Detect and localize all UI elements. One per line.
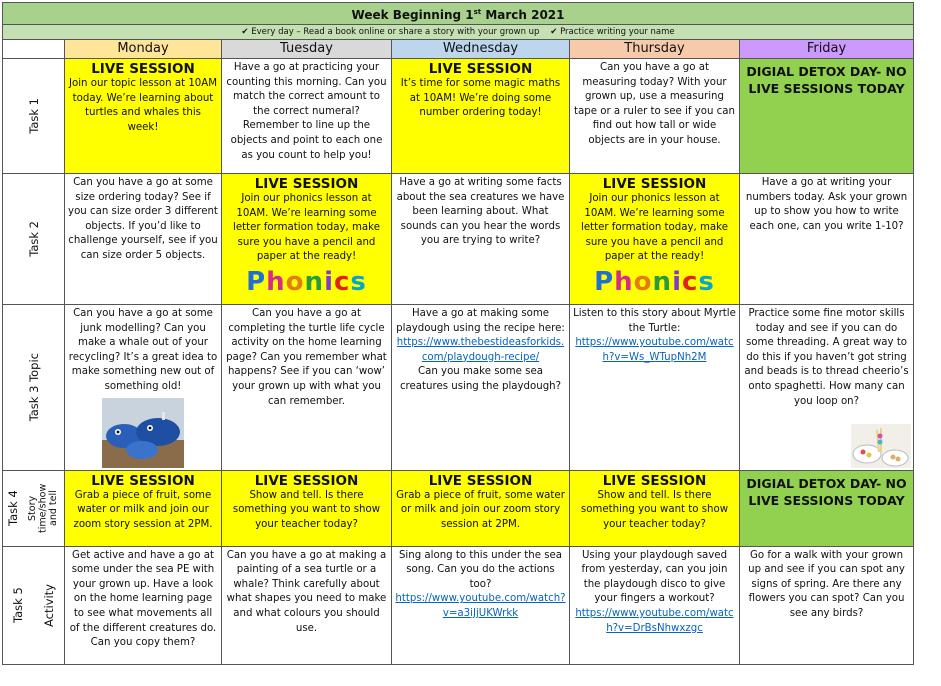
- cell-task5-thursday: [570, 546, 740, 664]
- cell-task2-friday: [740, 174, 914, 305]
- junk-model-whales-image: [102, 398, 184, 468]
- note-everyday: Every day – Read a book online or share a story with your grown up: [251, 26, 540, 37]
- cell-text: Using your playdough saved from yesterday, can you join the playdough disco to give your fingers a workout?: [581, 549, 728, 605]
- cell-task4-tuesday: [222, 470, 392, 546]
- cell-text: Can you have a go at making a painting of a sea turtle or a whale? Think carefully about what shapes you need to make and what colours you should use.: [226, 549, 387, 634]
- cell-task5-tuesday: [222, 546, 392, 664]
- cell-task1-friday: [740, 59, 914, 174]
- cell-task5-monday: [65, 546, 222, 664]
- live-session-label: LIVE SESSION: [91, 61, 195, 77]
- live-session-label: LIVE SESSION: [602, 176, 707, 192]
- cell-task2-thursday: [570, 174, 740, 305]
- row-label-text: Task 3 Topic: [26, 353, 41, 422]
- cell-task2-monday: [65, 174, 222, 305]
- cell-task4-wednesday: [392, 470, 570, 546]
- cell-task2-wednesday: [392, 174, 570, 305]
- row-label-task4: [3, 470, 65, 546]
- week-title-date: March 2021: [481, 7, 565, 22]
- row-label-task1: [3, 59, 65, 174]
- cell-text: Have a go at practicing your counting this morning. Can you match the correct amount to the correct numeral? Remember to line up the objects and point to each one as you count to help you!: [226, 62, 387, 161]
- detox-label: DIGIAL DETOX DAY- NO LIVE SESSIONS TODAY: [746, 475, 907, 508]
- cell-task5-wednesday: [392, 546, 570, 664]
- week-title-sup: st: [473, 7, 482, 16]
- cell-text: Show and tell. Is there something you want to show your teacher today?: [232, 489, 381, 530]
- day-header-wednesday: Wednesday: [392, 40, 570, 59]
- cell-text: Can you have a go at some junk modelling? Can you make a whale out of your recycling? It’s a great idea to make something new out of something old!: [68, 308, 218, 392]
- week-title-text: Week Beginning 1: [351, 7, 474, 22]
- cell-text: Join our phonics lesson at 10AM. We’re learning some letter formation today, make sure you have a pencil and paper at the ready!: [233, 193, 380, 263]
- cell-text: Have a go at writing some facts about the sea creatures we have been learning about. What sounds can you hear the words you are trying to write?: [396, 177, 565, 247]
- row-label-text: Task 4: [6, 490, 21, 526]
- phonics-logo: Phonics: [246, 266, 367, 297]
- cell-text: Can you have a go at measuring today? With your grown up, use a measuring tape or a ruler to see if you can find out how tall or wide objects are in your house.: [574, 62, 735, 146]
- cell-task1-thursday: [570, 59, 740, 174]
- playdough-disco-link[interactable]: https://www.youtube.com/watch?v=DrBsNhwxzgc: [575, 607, 734, 634]
- live-session-label: LIVE SESSION: [428, 472, 533, 489]
- cell-text: Have a go at making some playdough using the recipe here:: [396, 308, 565, 334]
- checkmark-icon: ✔: [550, 26, 558, 37]
- cell-text: Can you have a go at completing the turtle life cycle activity on the home learning page? Can you remember what happens? See if you can ‘wow’ your grown up with what you can remember.: [226, 308, 387, 407]
- live-session-label: LIVE SESSION: [254, 472, 359, 489]
- cell-task3-thursday: [570, 305, 740, 471]
- live-session-label: LIVE SESSION: [428, 61, 533, 77]
- row-label-text: Task 5: [11, 587, 25, 623]
- cell-task5-friday: [740, 546, 914, 664]
- row-label-text: Task 2: [26, 221, 41, 257]
- myrtle-turtle-video-link[interactable]: https://www.youtube.com/watch?v=Ws_WTupNh2M: [575, 337, 734, 363]
- corner-cell: [3, 40, 65, 59]
- phonics-logo: Phonics: [594, 266, 715, 297]
- row-label-task3: [3, 305, 65, 471]
- cell-text: Grab a piece of fruit, some water or milk and join our zoom story session at 2PM.: [396, 489, 565, 530]
- cell-text: Go for a walk with your grown up and see if you can spot any signs of spring. Are there any flowers you can spot? Can you see any birds?: [748, 549, 905, 619]
- row-label-task2: [3, 174, 65, 305]
- live-session-label: LIVE SESSION: [602, 472, 707, 489]
- cell-task3-wednesday: [392, 305, 570, 471]
- cell-task1-wednesday: [392, 59, 570, 174]
- timetable: [2, 2, 913, 665]
- cell-task3-tuesday: [222, 305, 392, 471]
- day-header-thursday: Thursday: [570, 40, 740, 59]
- day-header-tuesday: Tuesday: [222, 40, 392, 59]
- cell-task4-monday: [65, 470, 222, 546]
- daily-notes: [3, 25, 914, 40]
- cell-text: Join our phonics lesson at 10AM. We’re learning some letter formation today, make sure you have a pencil and paper at the ready!: [581, 193, 728, 263]
- under-the-sea-song-link[interactable]: https://www.youtube.com/watch?v=a3iJjUKWrkk: [395, 593, 566, 619]
- threading-cheerios-image: [851, 424, 911, 468]
- row-label-subtext: Activity: [42, 583, 56, 627]
- cell-text: Can you make some sea creatures using the playdough?: [399, 366, 562, 392]
- cell-text: It’s time for some magic maths at 10AM! We’re doing some number ordering today!: [400, 78, 561, 119]
- cell-text: Practice some fine motor skills today and see if you can do some threading. A great way to do this if you haven’t got string and beads is to thread cheerio’s onto spaghetti. How many can you loop on?: [744, 308, 909, 407]
- note-practice: Practice writing your name: [560, 26, 675, 37]
- cell-task1-tuesday: [222, 59, 392, 174]
- day-header-friday: Friday: [740, 40, 914, 59]
- cell-task3-monday: [65, 305, 222, 471]
- cell-task4-friday: [740, 470, 914, 546]
- detox-label: DIGIAL DETOX DAY- NO LIVE SESSIONS TODAY: [746, 64, 907, 96]
- cell-task2-tuesday: [222, 174, 392, 305]
- cell-task4-thursday: [570, 470, 740, 546]
- timetable-table: [2, 2, 914, 665]
- cell-text: Grab a piece of fruit, some water or milk and join our zoom story session at 2PM.: [73, 489, 213, 530]
- cell-text: Get active and have a go at some under the sea PE with your grown up. Have a look on the home learning page to see what movements all of the different creatures do. Can you copy them?: [69, 549, 217, 649]
- cell-text: Show and tell. Is there something you want to show your teacher today?: [580, 489, 729, 530]
- live-session-label: LIVE SESSION: [91, 472, 195, 489]
- cell-task3-friday: [740, 305, 914, 471]
- cell-task1-monday: [65, 59, 222, 174]
- cell-text: Join our topic lesson at 10AM today. We’re learning about turtles and whales this week!: [68, 78, 218, 133]
- row-label-subtext: Story time/show and tell: [27, 483, 60, 533]
- cell-text: Have a go at writing your numbers today. Ask your grown up to show you how to write each one, can you write 1-10?: [745, 177, 908, 232]
- row-label-text: Task 1: [26, 98, 41, 134]
- cell-text: Listen to this story about Myrtle the Turtle:: [573, 308, 736, 334]
- cell-text: Sing along to this under the sea song. Can you do the actions too?: [398, 549, 563, 590]
- playdough-recipe-link[interactable]: https://www.thebestideasforkids.com/playdough-recipe/: [396, 337, 565, 363]
- row-label-task5: [3, 546, 65, 664]
- live-session-label: LIVE SESSION: [254, 176, 359, 192]
- week-title: [3, 3, 914, 25]
- cell-text: Can you have a go at some size ordering today? See if you can size order 3 different objects. If you’d like to challenge yourself, see if you can size order 5 objects.: [68, 177, 218, 261]
- day-header-monday: Monday: [65, 40, 222, 59]
- checkmark-icon: ✔: [241, 26, 249, 37]
